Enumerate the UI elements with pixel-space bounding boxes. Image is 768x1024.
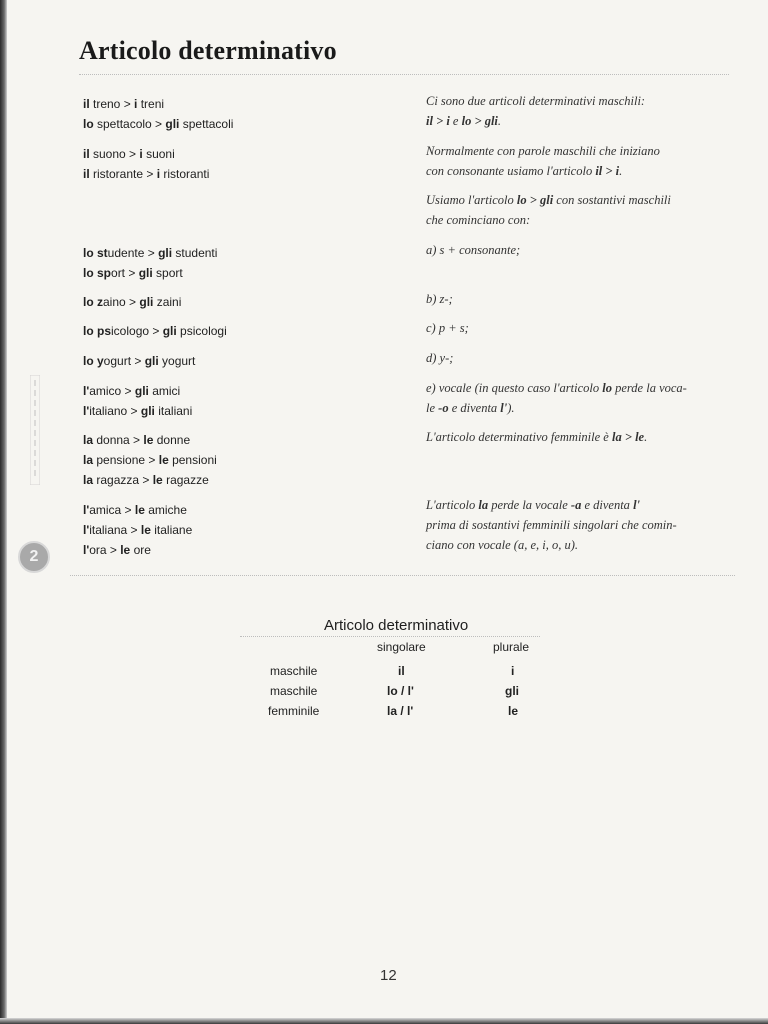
example-row: l'ora > le ore	[83, 543, 151, 557]
summary-title: Articolo determinativo	[324, 617, 469, 634]
example-row: l'amico > gli amici	[83, 384, 181, 398]
examples-group-1	[83, 94, 233, 134]
examples-group-5	[83, 321, 227, 341]
summary-plural: gli	[505, 684, 519, 698]
chapter-strip-icon	[30, 375, 40, 485]
rule-apostrophe	[426, 495, 726, 555]
example-row: l'amica > le amiche	[83, 503, 187, 517]
rule-feminine	[426, 427, 726, 447]
summary-header-plural: plurale	[493, 640, 530, 654]
rule-item-e	[426, 378, 726, 418]
summary-title-divider	[240, 636, 540, 637]
title-divider	[79, 74, 729, 75]
rule-item-d: d) y-;	[426, 351, 454, 365]
summary-singular: il	[398, 664, 405, 678]
summary-gender: femminile	[268, 704, 320, 718]
section-divider	[70, 575, 735, 576]
rule-lo-gli	[426, 190, 726, 230]
examples-group-3	[83, 243, 217, 283]
rule-text: Ci sono due articoli determinativi maschili:	[426, 94, 646, 108]
rule-text: che cominciano con:	[426, 213, 531, 227]
example-row: lo yogurt > gli yogurt	[83, 354, 196, 368]
rule-text: e) vocale (in questo caso l'articolo lo perde la voca-	[426, 381, 687, 395]
example-row: lo psicologo > gli psicologi	[83, 324, 227, 338]
example-row: il suono > i suoni	[83, 147, 175, 161]
rule-text: Usiamo l'articolo lo > gli con sostantivi maschili	[426, 193, 671, 207]
summary-singular: lo / l'	[387, 684, 414, 698]
rule-text: con consonante usiamo l'articolo il > i.	[426, 164, 623, 178]
rule-text: le -o e diventa l').	[426, 401, 515, 415]
page-title: Articolo determinativo	[79, 36, 337, 65]
examples-group-4	[83, 292, 181, 312]
page-edge-shadow	[0, 0, 7, 1024]
example-row: lo studente > gli studenti	[83, 246, 218, 260]
examples-group-8	[83, 430, 217, 490]
rule-item-c: c) p + s;	[426, 321, 469, 335]
summary-gender: maschile	[270, 664, 318, 678]
rule-text: prima di sostantivi femminili singolari che comin-	[426, 518, 677, 532]
rule-text: L'articolo determinativo femminile è la > le.	[426, 430, 648, 444]
example-row: la ragazza > le ragazze	[83, 473, 209, 487]
example-row: lo sport > gli sport	[83, 266, 183, 280]
examples-group-9	[83, 500, 192, 560]
summary-plural: le	[508, 704, 519, 718]
rule-text: ciano con vocale (a, e, i, o, u).	[426, 538, 579, 552]
chapter-badge: 2	[18, 541, 50, 573]
example-row: la donna > le donne	[83, 433, 191, 447]
page-number: 12	[380, 967, 397, 984]
rule-text: il > i e lo > gli.	[426, 114, 502, 128]
page-bottom-shadow	[0, 1018, 768, 1024]
rule-text: L'articolo la perde la vocale -a e diventa l'	[426, 498, 641, 512]
examples-group-2	[83, 144, 209, 184]
summary-singular: la / l'	[387, 704, 414, 718]
examples-group-7	[83, 381, 192, 421]
summary-header-singular: singolare	[377, 640, 426, 654]
summary-plural: i	[511, 664, 515, 678]
example-row: lo spettacolo > gli spettacoli	[83, 117, 234, 131]
rule-item-b: b) z-;	[426, 292, 453, 306]
example-row: l'italiana > le italiane	[83, 523, 193, 537]
rule-item-a: a) s + consonante;	[426, 243, 521, 257]
examples-group-6	[83, 351, 195, 371]
summary-gender: maschile	[270, 684, 318, 698]
rule-masculine-articles	[426, 91, 726, 131]
rule-consonant	[426, 141, 726, 181]
example-row: il treno > i treni	[83, 97, 165, 111]
example-row: lo zaino > gli zaini	[83, 295, 182, 309]
example-row: il ristorante > i ristoranti	[83, 167, 210, 181]
rule-text: Normalmente con parole maschili che iniziano	[426, 144, 660, 158]
example-row: la pensione > le pensioni	[83, 453, 217, 467]
example-row: l'italiano > gli italiani	[83, 404, 193, 418]
